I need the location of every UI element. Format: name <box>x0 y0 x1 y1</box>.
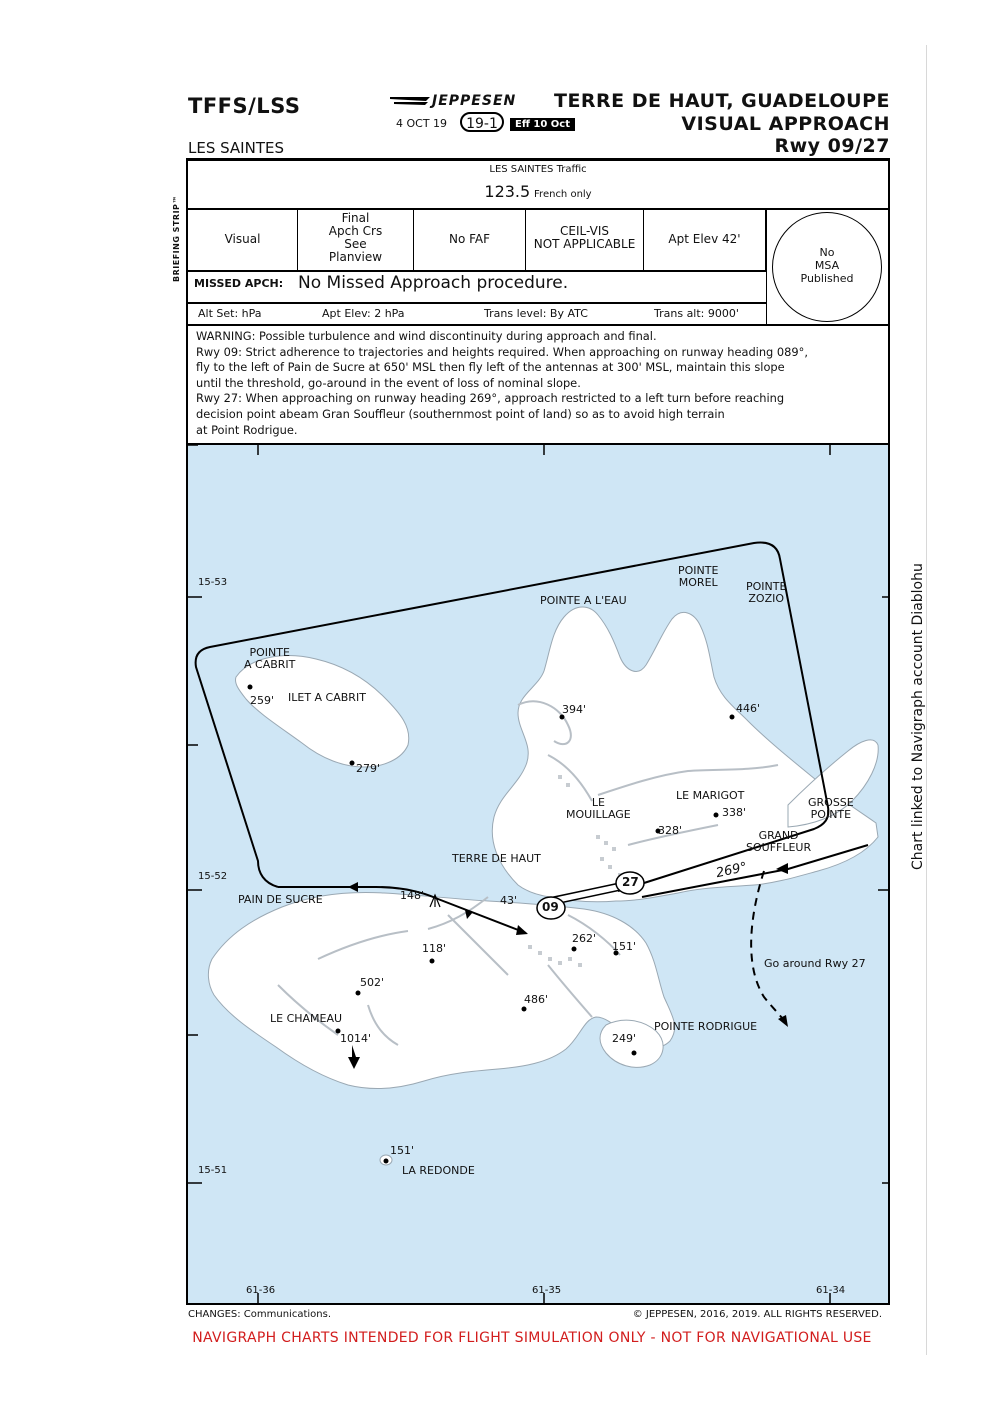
place-pointe-zozio <box>746 581 786 605</box>
faf-cell <box>414 208 526 270</box>
place-pointe-a-leau: POINTE A L'EAU <box>540 594 627 607</box>
approach-type-cell <box>188 208 298 270</box>
apt-elev-cell <box>644 208 766 270</box>
place-grosse-pointe <box>808 797 854 821</box>
lat-label: 15-53 <box>198 577 228 588</box>
go-around-arrow-icon <box>778 1015 788 1027</box>
go-around-track <box>751 871 786 1023</box>
runway-27-label: 27 <box>622 875 639 889</box>
spot-height-dot <box>730 715 735 720</box>
page-divider <box>926 45 927 1355</box>
elevation-label: 118' <box>422 942 447 955</box>
place-line: POINTE <box>678 564 719 577</box>
elevation-label: 394' <box>562 703 587 716</box>
note-line: fly to the left of Pain de Sucre at 650' MSL then fly left of the antennas at 300' MSL, maintain this slope <box>196 360 785 375</box>
changes-note: CHANGES: Communications. <box>188 1309 331 1320</box>
place-line: SOUFFLEUR <box>746 841 812 854</box>
place-le-mouillage <box>566 797 631 821</box>
place-line: LE <box>591 796 605 809</box>
minimums-line: NOT APPLICABLE <box>533 237 636 251</box>
arrow-icon <box>348 882 358 892</box>
elevation-label: 259' <box>250 694 275 707</box>
jeppesen-logo <box>390 93 550 113</box>
island-terre-de-haut <box>492 607 878 902</box>
airport-id: TFFS/LSS <box>188 94 301 118</box>
navigraph-account-note: Chart linked to Navigraph account Diablohu <box>910 563 926 870</box>
airport-name: LES SAINTES <box>188 139 284 157</box>
go-around-label: Go around Rwy 27 <box>764 957 866 970</box>
minimums-line: CEIL-VIS <box>560 224 609 238</box>
final-crs-line: See <box>344 237 367 251</box>
chart-number: 19-1 <box>460 112 504 132</box>
elevation-label: 151' <box>390 1144 415 1157</box>
lat-label: 15-51 <box>198 1165 228 1176</box>
map-svg <box>188 445 890 1305</box>
msa-line: No <box>819 246 835 259</box>
place-pointe-morel <box>678 565 718 589</box>
place-ilet-a-cabrit: ILET A CABRIT <box>288 691 366 704</box>
jeppesen-logo-icon <box>390 94 434 110</box>
title-location: TERRE DE HAUT, GUADELOUPE <box>553 90 890 112</box>
elevation-label: 279' <box>356 762 381 775</box>
spot-height-dot <box>350 761 355 766</box>
spot-height-dot <box>714 813 719 818</box>
spot-height-dot <box>522 1007 527 1012</box>
heading-269-label: 269° <box>714 859 749 882</box>
divider <box>188 324 888 326</box>
publisher-name: JEPPESEN <box>432 93 517 109</box>
lon-label: 61-35 <box>532 1285 562 1296</box>
final-course-cell <box>298 208 414 270</box>
place-line: GROSSE <box>808 796 854 809</box>
msa-line: MSA <box>814 259 840 272</box>
elevation-label: 446' <box>736 702 761 715</box>
place-line: GRAND <box>758 829 799 842</box>
spot-height-dot <box>430 959 435 964</box>
apt-elev: Apt Elev 42' <box>668 231 741 246</box>
elevation-label: 249' <box>612 1032 637 1045</box>
frequency-row <box>188 182 888 201</box>
elevation-label: 328' <box>658 824 683 837</box>
frequency-note: French only <box>534 189 592 200</box>
elevation-label: 338' <box>722 806 747 819</box>
final-crs-line: Planview <box>328 250 383 264</box>
spot-height-dot <box>356 991 361 996</box>
place-line: POINTE <box>746 580 787 593</box>
place-la-redonde: LA REDONDE <box>402 1164 475 1177</box>
island-ilet-a-cabrit <box>235 656 408 767</box>
final-crs-line: Apch Crs <box>328 224 383 238</box>
place-line: POINTE <box>249 646 290 659</box>
simulation-warning: NAVIGRAPH CHARTS INTENDED FOR FLIGHT SIMULATION ONLY - NOT FOR NAVIGATIONAL USE <box>192 1330 872 1346</box>
elevation-label: 262' <box>572 932 597 945</box>
elevation-label: 502' <box>360 976 385 989</box>
spot-height-dot <box>632 1051 637 1056</box>
place-pointe-rodrigue: POINTE RODRIGUE <box>654 1020 758 1033</box>
place-grand-souffleur <box>746 830 811 854</box>
place-line: ZOZIO <box>748 592 785 605</box>
place-line: A CABRIT <box>244 658 296 671</box>
divider <box>188 302 766 304</box>
place-pointe-a-cabrit <box>244 647 295 671</box>
msa-line: Published <box>800 272 854 285</box>
note-line: Rwy 27: When approaching on runway heading 269°, approach restricted to a left turn before reaching <box>196 391 785 406</box>
notes-block <box>196 329 808 438</box>
msa-cell <box>766 208 888 326</box>
elevation-label: 148' <box>400 889 425 902</box>
trans-level: Trans level: By ATC <box>484 307 588 320</box>
briefing-strip-label: BRIEFING STRIP™ <box>172 195 181 282</box>
place-pain-de-sucre: PAIN DE SUCRE <box>238 893 323 906</box>
place-le-chameau: LE CHAMEAU <box>270 1012 343 1025</box>
plan-view-map <box>186 445 890 1305</box>
place-terre-de-haut: TERRE DE HAUT <box>452 852 541 865</box>
alt-set: Alt Set: hPa <box>198 307 262 320</box>
traffic-label: LES SAINTES Traffic <box>489 164 587 175</box>
place-line: POINTE <box>810 808 852 821</box>
runway-09-label: 09 <box>542 900 559 914</box>
missed-label: MISSED APCH: <box>194 277 284 290</box>
chart-date: 4 OCT 19 <box>396 117 448 130</box>
place-line: MOREL <box>678 576 718 589</box>
elevation-label: 1014' <box>340 1032 372 1045</box>
apt-elev-hpa: Apt Elev: 2 hPa <box>322 307 405 320</box>
spot-height-dot <box>572 947 577 952</box>
divider <box>188 270 766 272</box>
lon-label: 61-34 <box>816 1285 846 1296</box>
final-crs-line: Final <box>341 211 370 225</box>
note-line: until the threshold, go-around in the event of loss of nominal slope. <box>196 375 581 390</box>
elevation-label: 486' <box>524 993 549 1006</box>
minimums-cell <box>526 208 644 270</box>
lat-label: 15-52 <box>198 871 228 882</box>
note-line: WARNING: Possible turbulence and wind discontinuity during approach and final. <box>196 329 657 343</box>
spot-height-dot <box>384 1159 389 1164</box>
place-le-marigot: LE MARIGOT <box>676 789 745 802</box>
note-line: Rwy 09: Strict adherence to trajectories and heights required. When approaching on runway heading 089°, <box>196 344 808 359</box>
trans-alt: Trans alt: 9000' <box>654 307 739 320</box>
copyright: © JEPPESEN, 2016, 2019. ALL RIGHTS RESERVED. <box>632 1309 882 1320</box>
spot-height-dot <box>248 685 253 690</box>
missed-text: No Missed Approach procedure. <box>298 273 569 293</box>
place-line: MOUILLAGE <box>566 808 631 821</box>
title-procedure: VISUAL APPROACH <box>681 113 890 135</box>
island-south <box>208 893 674 1089</box>
faf: No FAF <box>448 231 491 246</box>
frequency: 123.5 <box>484 182 531 201</box>
approach-type: Visual <box>224 231 261 246</box>
note-line: decision point abeam Gran Souffleur (southernmost point of land) so as to avoid high terrain <box>196 406 725 421</box>
lon-label: 61-36 <box>246 1285 276 1296</box>
elevation-label: 43' <box>500 894 518 907</box>
briefing-strip <box>186 159 890 445</box>
note-line: at Point Rodrigue. <box>196 422 298 437</box>
effective-date: Eff 10 Oct <box>510 118 575 131</box>
title-runway: Rwy 09/27 <box>774 135 890 157</box>
elevation-label: 151' <box>612 940 637 953</box>
